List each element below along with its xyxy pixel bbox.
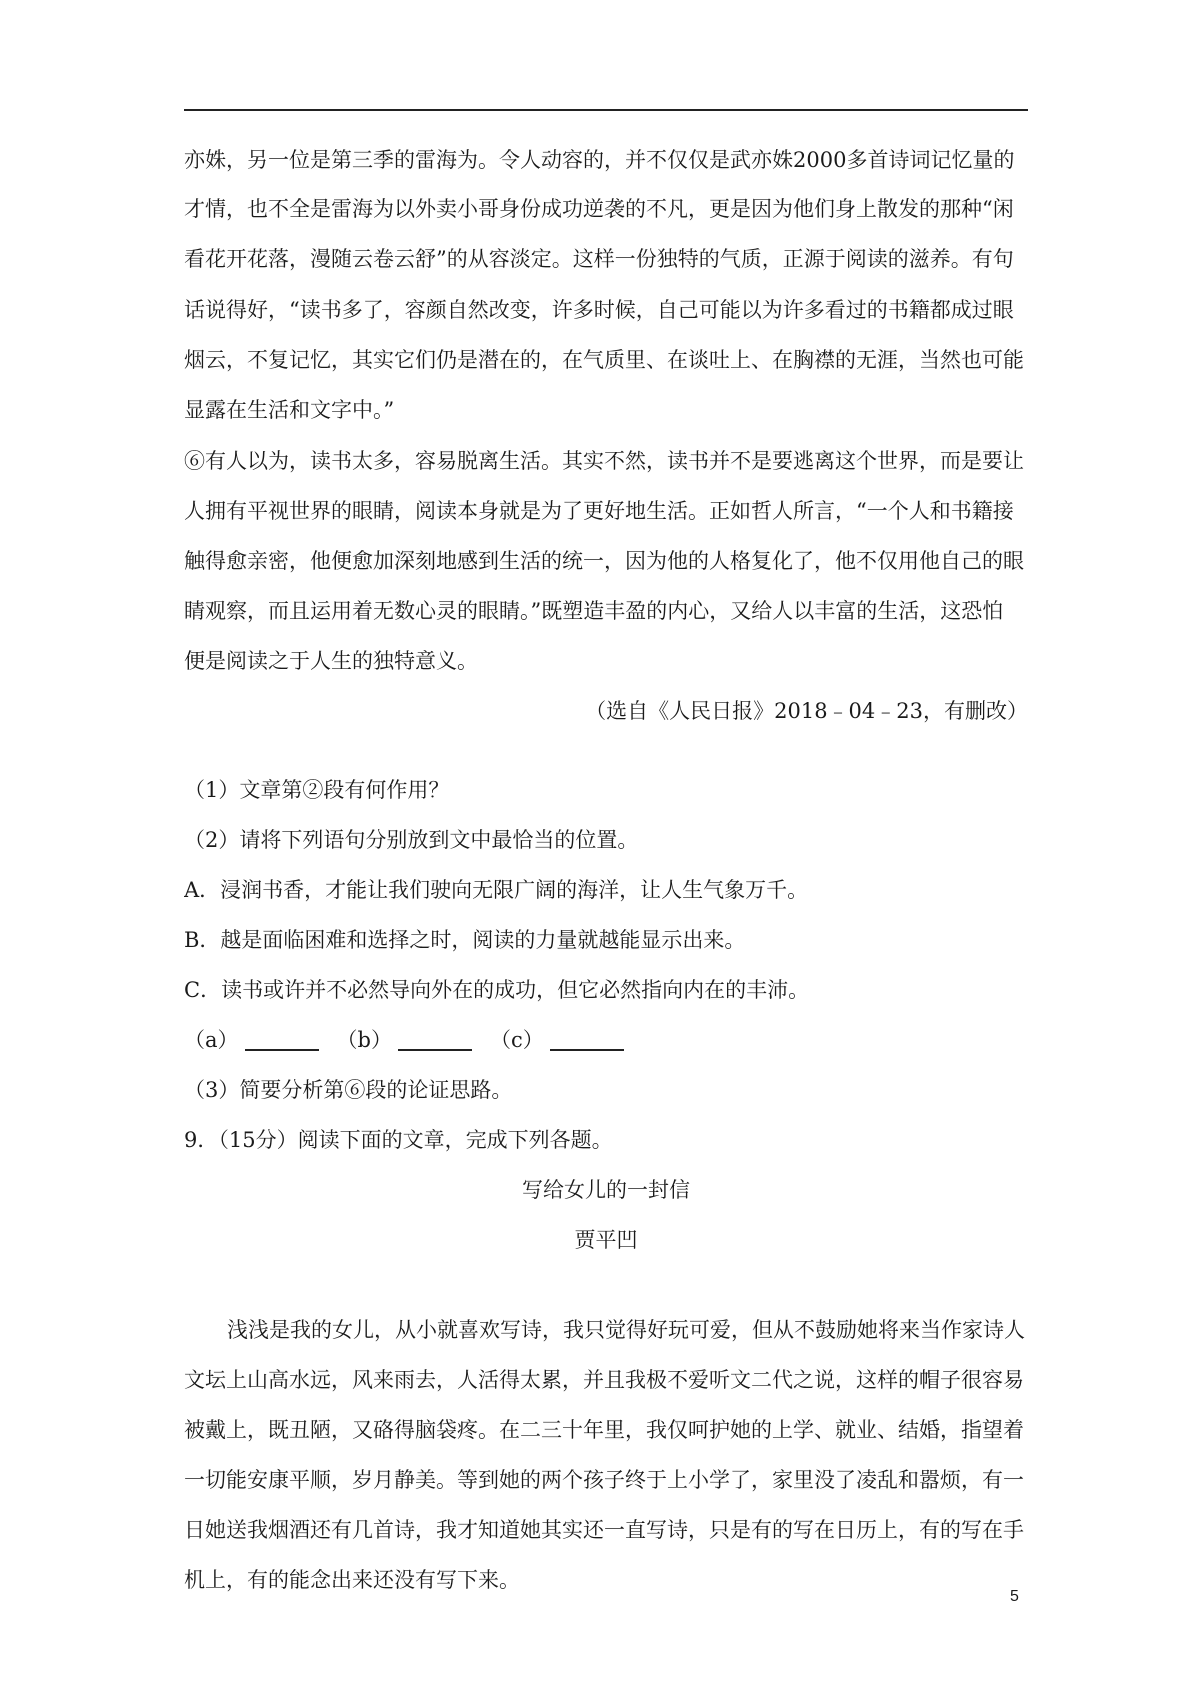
option-b: B．越是面临困难和选择之时，阅读的力量就越能显示出来。	[184, 928, 746, 952]
blank-a-line[interactable]	[245, 1027, 319, 1051]
passage1-line: 话说得好，“读书多了，容颜自然改变，许多时候，自己可能以为许多看过的书籍都成过眼	[184, 298, 1014, 322]
passage1-line: 人拥有平视世界的眼睛，阅读本身就是为了更好地生活。正如哲人所言，“一个人和书籍接	[184, 499, 1014, 523]
passage1-line: 触得愈亲密，他便愈加深刻地感到生活的统一，因为他的人格复化了，他不仅用他自己的眼	[184, 549, 1024, 573]
header-rule	[184, 109, 1028, 111]
blank-b-label: （b）	[336, 1028, 392, 1052]
article-title: 写给女儿的一封信	[522, 1178, 690, 1202]
question-3: （3）简要分析第⑥段的论证思路。	[184, 1078, 513, 1102]
page-number: 5	[1010, 1588, 1019, 1605]
passage1-line: 睛观察，而且运用着无数心灵的眼睛。”既塑造丰盈的内心，又给人以丰富的生活，这恐怕	[184, 599, 1004, 623]
option-a: A．浸润书香，才能让我们驶向无限广阔的海洋，让人生气象万千。	[184, 878, 809, 902]
blank-c-label: （c）	[489, 1028, 544, 1052]
blank-c-line[interactable]	[550, 1027, 624, 1051]
passage2-line: 日她送我烟酒还有几首诗，我才知道她其实还一直写诗，只是有的写在日历上，有的写在手	[184, 1518, 1024, 1542]
passage1-line: ⑥有人以为，读书太多，容易脱离生活。其实不然，读书并不是要逃离这个世界，而是要让	[184, 449, 1024, 473]
passage2-line: 文坛上山高水远，风来雨去，人活得太累，并且我极不爱听文二代之说，这样的帽子很容易	[184, 1368, 1024, 1392]
blank-a-label: （a）	[184, 1028, 239, 1052]
question-2: （2）请将下列语句分别放到文中最恰当的位置。	[184, 828, 639, 852]
passage1-line: 显露在生活和文字中。”	[184, 398, 395, 422]
question-1: （1）文章第②段有何作用？	[184, 778, 450, 802]
blank-b-line[interactable]	[398, 1027, 472, 1051]
passage1-line: 才情，也不全是雷海为以外卖小哥身份成功逆袭的不凡，更是因为他们身上散发的那种“闲	[184, 197, 1014, 221]
article-author: 贾平凹	[574, 1228, 638, 1252]
passage1-line: 亦姝，另一位是第三季的雷海为。令人动容的，并不仅仅是武亦姝2000多首诗词记忆量的	[184, 148, 1015, 172]
answer-blanks	[184, 1025, 1028, 1055]
passage2-line: 浅浅是我的女儿，从小就喜欢写诗，我只觉得好玩可爱，但从不鼓励她将来当作家诗人	[227, 1318, 1025, 1342]
option-c: C．读书或许并不必然导向外在的成功，但它必然指向内在的丰沛。	[184, 978, 810, 1002]
passage2-line: 机上，有的能念出来还没有写下来。	[184, 1568, 520, 1592]
source-citation: （选自《人民日报》2018﹣04﹣23，有删改）	[585, 699, 1028, 723]
passage2-line: 一切能安康平顺，岁月静美。等到她的两个孩子终于上小学了，家里没了凌乱和嚣烦，有一	[184, 1468, 1024, 1492]
passage1-line: 烟云，不复记忆，其实它们仍是潜在的，在气质里、在谈吐上、在胸襟的无涯，当然也可能	[184, 348, 1024, 372]
passage1-line: 看花开花落，漫随云卷云舒”的从容淡定。这样一份独特的气质，正源于阅读的滋养。有句	[184, 247, 1014, 271]
passage1-line: 便是阅读之于人生的独特意义。	[184, 649, 478, 673]
question-9: 9．（15分）阅读下面的文章，完成下列各题。	[184, 1128, 613, 1152]
passage2-line: 被戴上，既丑陋，又硌得脑袋疼。在二三十年里，我仅呵护她的上学、就业、结婚，指望着	[184, 1418, 1024, 1442]
